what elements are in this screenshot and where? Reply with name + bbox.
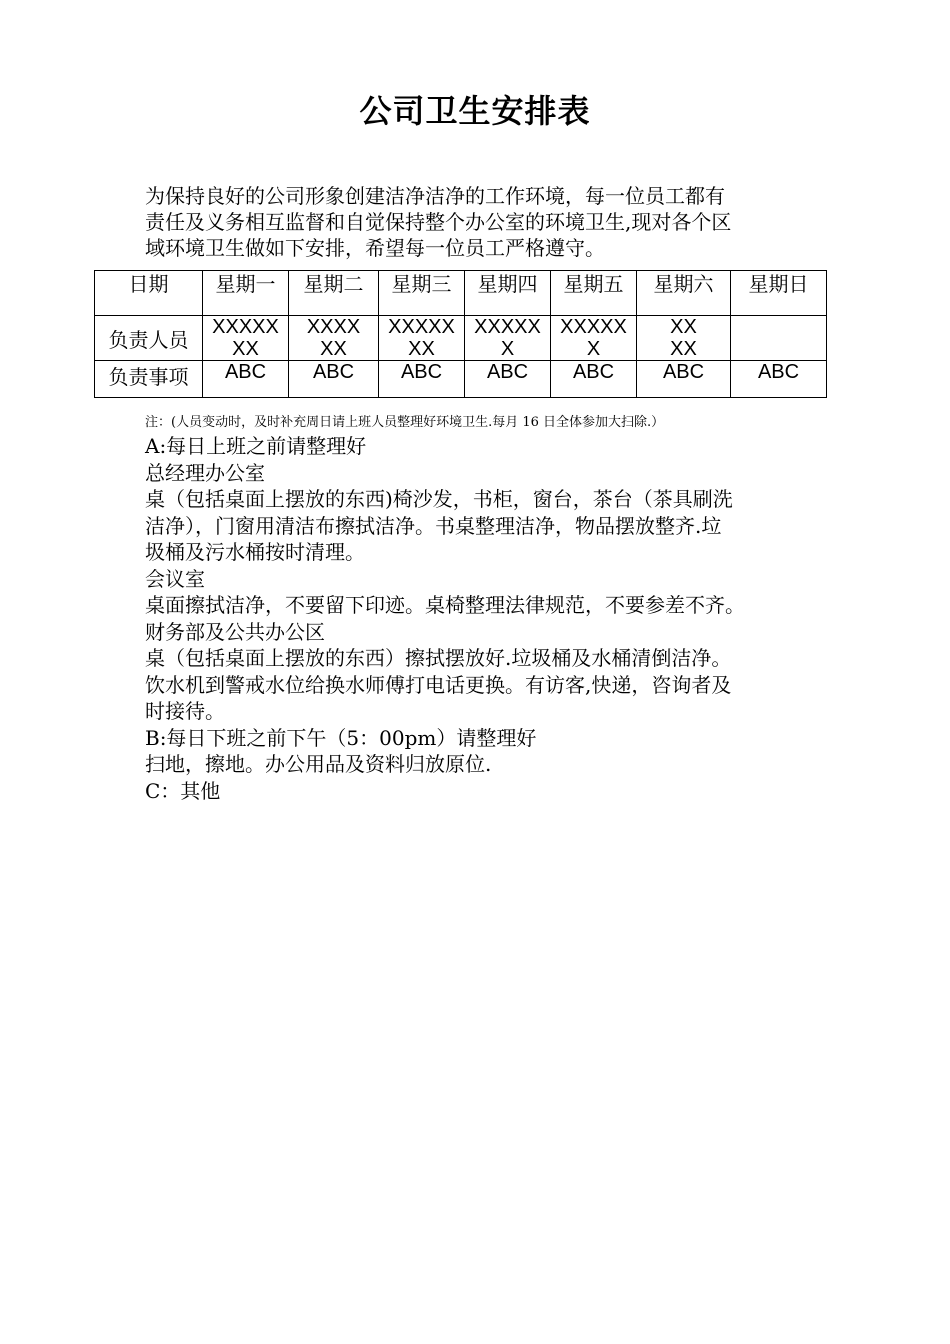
staff-line: XX (670, 316, 697, 338)
header-cell-saturday: 星期六 (637, 271, 731, 316)
header-cell-thursday: 星期四 (465, 271, 551, 316)
staff-cell-thursday (465, 316, 551, 361)
section-heading-a: A:每日上班之前请整理好 (145, 434, 367, 458)
row-label-staff: 负责人员 (95, 316, 203, 361)
staff-line: XXXX (306, 316, 361, 338)
intro-line: 责任及义务相互监督和自觉保持整个办公室的环境卫生,现对各个区 (145, 210, 732, 234)
header-cell-wednesday: 星期三 (379, 271, 465, 316)
header-cell-friday: 星期五 (551, 271, 637, 316)
staff-line: XXXXX (474, 316, 541, 338)
page-title: 公司卫生安排表 (359, 92, 591, 130)
header-cell-sunday: 星期日 (731, 271, 827, 316)
task-cell-monday: ABC (203, 361, 289, 398)
table-footnote: 注：(人员变动时，及时补充周日请上班人员整理好环境卫生.每月 16 日全体参加大扫除.） (145, 415, 665, 430)
header-cell-tuesday: 星期二 (289, 271, 379, 316)
area-heading-meeting-room: 会议室 (145, 566, 205, 591)
table-header-row (95, 271, 827, 316)
schedule-table (94, 270, 827, 398)
staff-cell-wednesday (379, 316, 465, 361)
staff-line: XXXXX (388, 316, 455, 338)
intro-paragraph (145, 183, 820, 261)
instruction-line: 桌面擦拭洁净，不要留下印迹。桌椅整理法律规范，不要参差不齐。 (145, 593, 745, 617)
area-heading-gm-office: 总经理办公室 (145, 460, 265, 485)
intro-line: 域环境卫生做如下安排，希望每一位员工严格遵守。 (145, 236, 605, 260)
instruction-line: 桌（包括桌面上摆放的东西）擦拭摆放好.垃圾桶及水桶清倒洁净。 (145, 646, 732, 670)
section-heading-b: B:每日下班之前下午（5：00pm）请整理好 (145, 725, 537, 750)
instruction-line: 洁净），门窗用清洁布擦拭洁净。书桌整理洁净，物品摆放整齐.垃 (145, 513, 722, 538)
intro-line: 为保持良好的公司形象创建洁净洁净的工作环境，每一位员工都有 (145, 184, 725, 208)
area-heading-finance-office: 财务部及公共办公区 (145, 619, 325, 644)
instruction-line: 时接待。 (145, 699, 225, 723)
staff-line: XX (408, 338, 435, 360)
staff-line: XXXXX (560, 316, 627, 338)
staff-line: XX (320, 338, 347, 360)
staff-cell-tuesday (289, 316, 379, 361)
table-row-tasks (95, 361, 827, 398)
instruction-line: 圾桶及污水桶按时清理。 (145, 540, 365, 564)
row-label-tasks: 负责事项 (95, 361, 203, 398)
task-cell-saturday: ABC (637, 361, 731, 398)
task-cell-wednesday: ABC (379, 361, 465, 398)
staff-cell-monday (203, 316, 289, 361)
task-cell-tuesday: ABC (289, 361, 379, 398)
instruction-line: 扫地，擦地。办公用品及资料归放原位. (145, 752, 492, 776)
staff-cell-friday (551, 316, 637, 361)
instructions-section (145, 433, 825, 804)
task-cell-sunday: ABC (731, 361, 827, 398)
staff-line: XX (232, 338, 259, 360)
instruction-line: 饮水机到警戒水位给换水师傅打电话更换。有访客,快递，咨询者及 (145, 672, 732, 697)
header-cell-date: 日期 (95, 271, 203, 316)
staff-line: X (500, 338, 515, 360)
instruction-line: 桌（包括桌面上摆放的东西)椅沙发，书柜，窗台，茶台（茶具刷洗 (145, 487, 733, 511)
header-cell-monday: 星期一 (203, 271, 289, 316)
task-cell-friday: ABC (551, 361, 637, 398)
staff-cell-sunday (731, 316, 827, 361)
section-heading-c: C：其他 (145, 778, 221, 803)
staff-cell-saturday (637, 316, 731, 361)
staff-line: X (586, 338, 601, 360)
task-cell-thursday: ABC (465, 361, 551, 398)
staff-line: XX (670, 338, 697, 360)
table-row-staff (95, 316, 827, 361)
staff-line: XXXXX (212, 316, 279, 338)
